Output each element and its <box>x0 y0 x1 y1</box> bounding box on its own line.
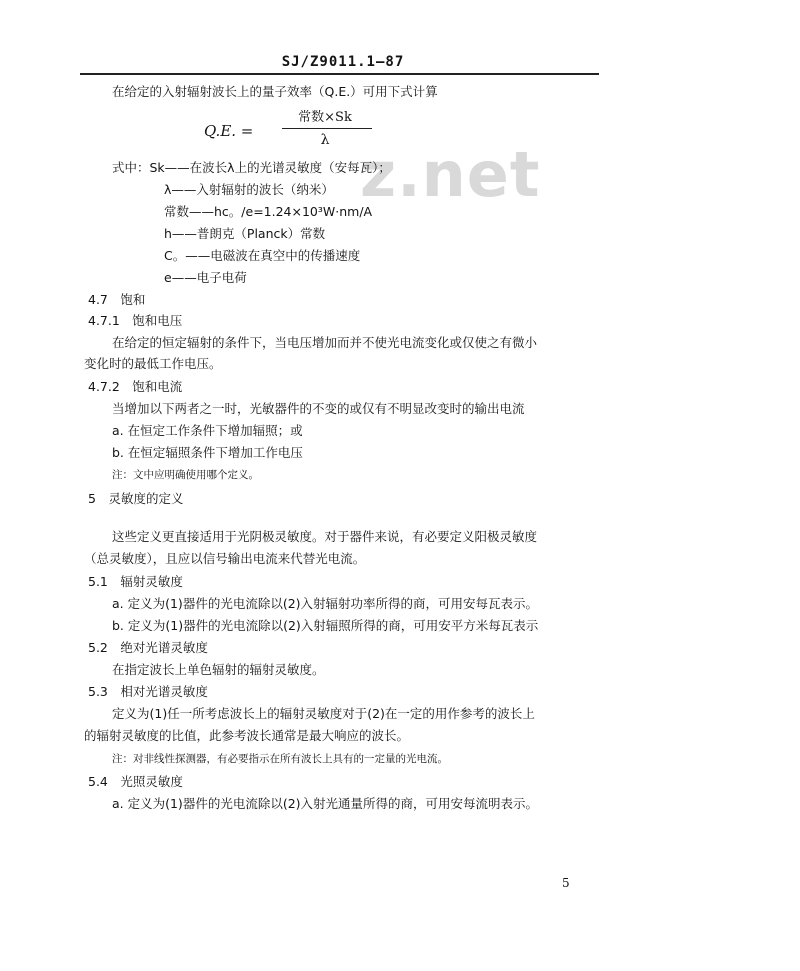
section-4-7-2-text: 当增加以下两者之一时，光敏器件的不变的或仅有不明显改变时的输出电流 <box>112 401 525 416</box>
section-5-2-heading: 5.2 绝对光谱灵敏度 <box>88 640 208 655</box>
section-5-intro-line1: 这些定义更直接适用于光阴极灵敏度。对于器件来说，有必要定义阳极灵敏度 <box>112 529 538 544</box>
formula-denominator: λ <box>320 132 330 148</box>
formula-numerator: 常数×Sk <box>298 110 352 125</box>
section-5-4-heading: 5.4 光照灵敏度 <box>88 774 183 789</box>
section-4-7-1-text-line2: 变化时的最低工作电压。 <box>84 356 222 371</box>
definition-constant: 常数——hc。/e=1.24×10³W·nm/A <box>164 204 373 219</box>
quantum-efficiency-formula <box>204 104 404 156</box>
section-5-3-heading: 5.3 相对光谱灵敏度 <box>88 684 208 699</box>
section-4-7-1-text-line1: 在给定的恒定辐射的条件下，当电压增加而并不使光电流变化或仅使之有微小 <box>112 335 538 350</box>
section-5-4-item-a: a. 定义为(1)器件的光电流除以(2)入射光通量所得的商，可用安每流明表示。 <box>112 796 539 811</box>
section-5-heading: 5 灵敏度的定义 <box>88 491 184 506</box>
section-4-7-2-item-a: a. 在恒定工作条件下增加辐照；或 <box>112 423 303 438</box>
watermark: z.net <box>360 138 541 211</box>
section-5-2-text: 在指定波长上单色辐射的辐射灵敏度。 <box>112 662 325 677</box>
fraction-bar <box>282 128 372 129</box>
section-4-7-2-note: 注：文中应明确使用哪个定义。 <box>112 469 259 481</box>
section-4-7-2-heading: 4.7.2 饱和电流 <box>88 379 183 394</box>
definition-e: e——电子电荷 <box>164 270 247 285</box>
section-4-7-2-item-b: b. 在恒定辐照条件下增加工作电压 <box>112 445 303 460</box>
definition-lambda: λ——入射辐射的波长（纳米） <box>164 182 334 197</box>
formula-lhs: Q.E. = <box>204 122 254 140</box>
section-5-1-item-a: a. 定义为(1)器件的光电流除以(2)入射辐射功率所得的商，可用安每瓦表示。 <box>112 596 539 611</box>
header-rule <box>80 73 599 75</box>
definition-c0: C。——电磁波在真空中的传播速度 <box>164 248 361 263</box>
section-4-7-heading: 4.7 饱和 <box>88 292 146 307</box>
section-5-3-text-line2: 的辐射灵敏度的比值，此参考波长通常是最大响应的波长。 <box>84 728 410 743</box>
section-5-3-note: 注：对非线性探测器，有必要指示在所有波长上具有的一定量的光电流。 <box>112 753 448 765</box>
section-4-7-1-heading: 4.7.1 饱和电压 <box>88 313 183 328</box>
formula-intro: 在给定的入射辐射波长上的量子效率（Q.E.）可用下式计算 <box>112 84 438 99</box>
section-5-intro-line2: （总灵敏度），且应以信号输出电流来代替光电流。 <box>84 551 366 566</box>
section-5-1-item-b: b. 定义为(1)器件的光电流除以(2)入射辐照所得的商，可用安平方米每瓦表示 <box>112 618 539 633</box>
definition-h: h——普朗克（Planck）常数 <box>164 226 326 241</box>
page-number: 5 <box>562 876 570 890</box>
section-5-1-heading: 5.1 辐射灵敏度 <box>88 574 183 589</box>
section-5-3-text-line1: 定义为(1)任一所考虑波长上的辐射灵敏度对于(2)在一定的用作参考的波长上 <box>112 706 535 721</box>
standard-number-header: SJ/Z9011.1—87 <box>281 54 405 70</box>
definition-sk: 式中：Sk——在波长λ上的光谱灵敏度（安每瓦）； <box>112 160 391 175</box>
